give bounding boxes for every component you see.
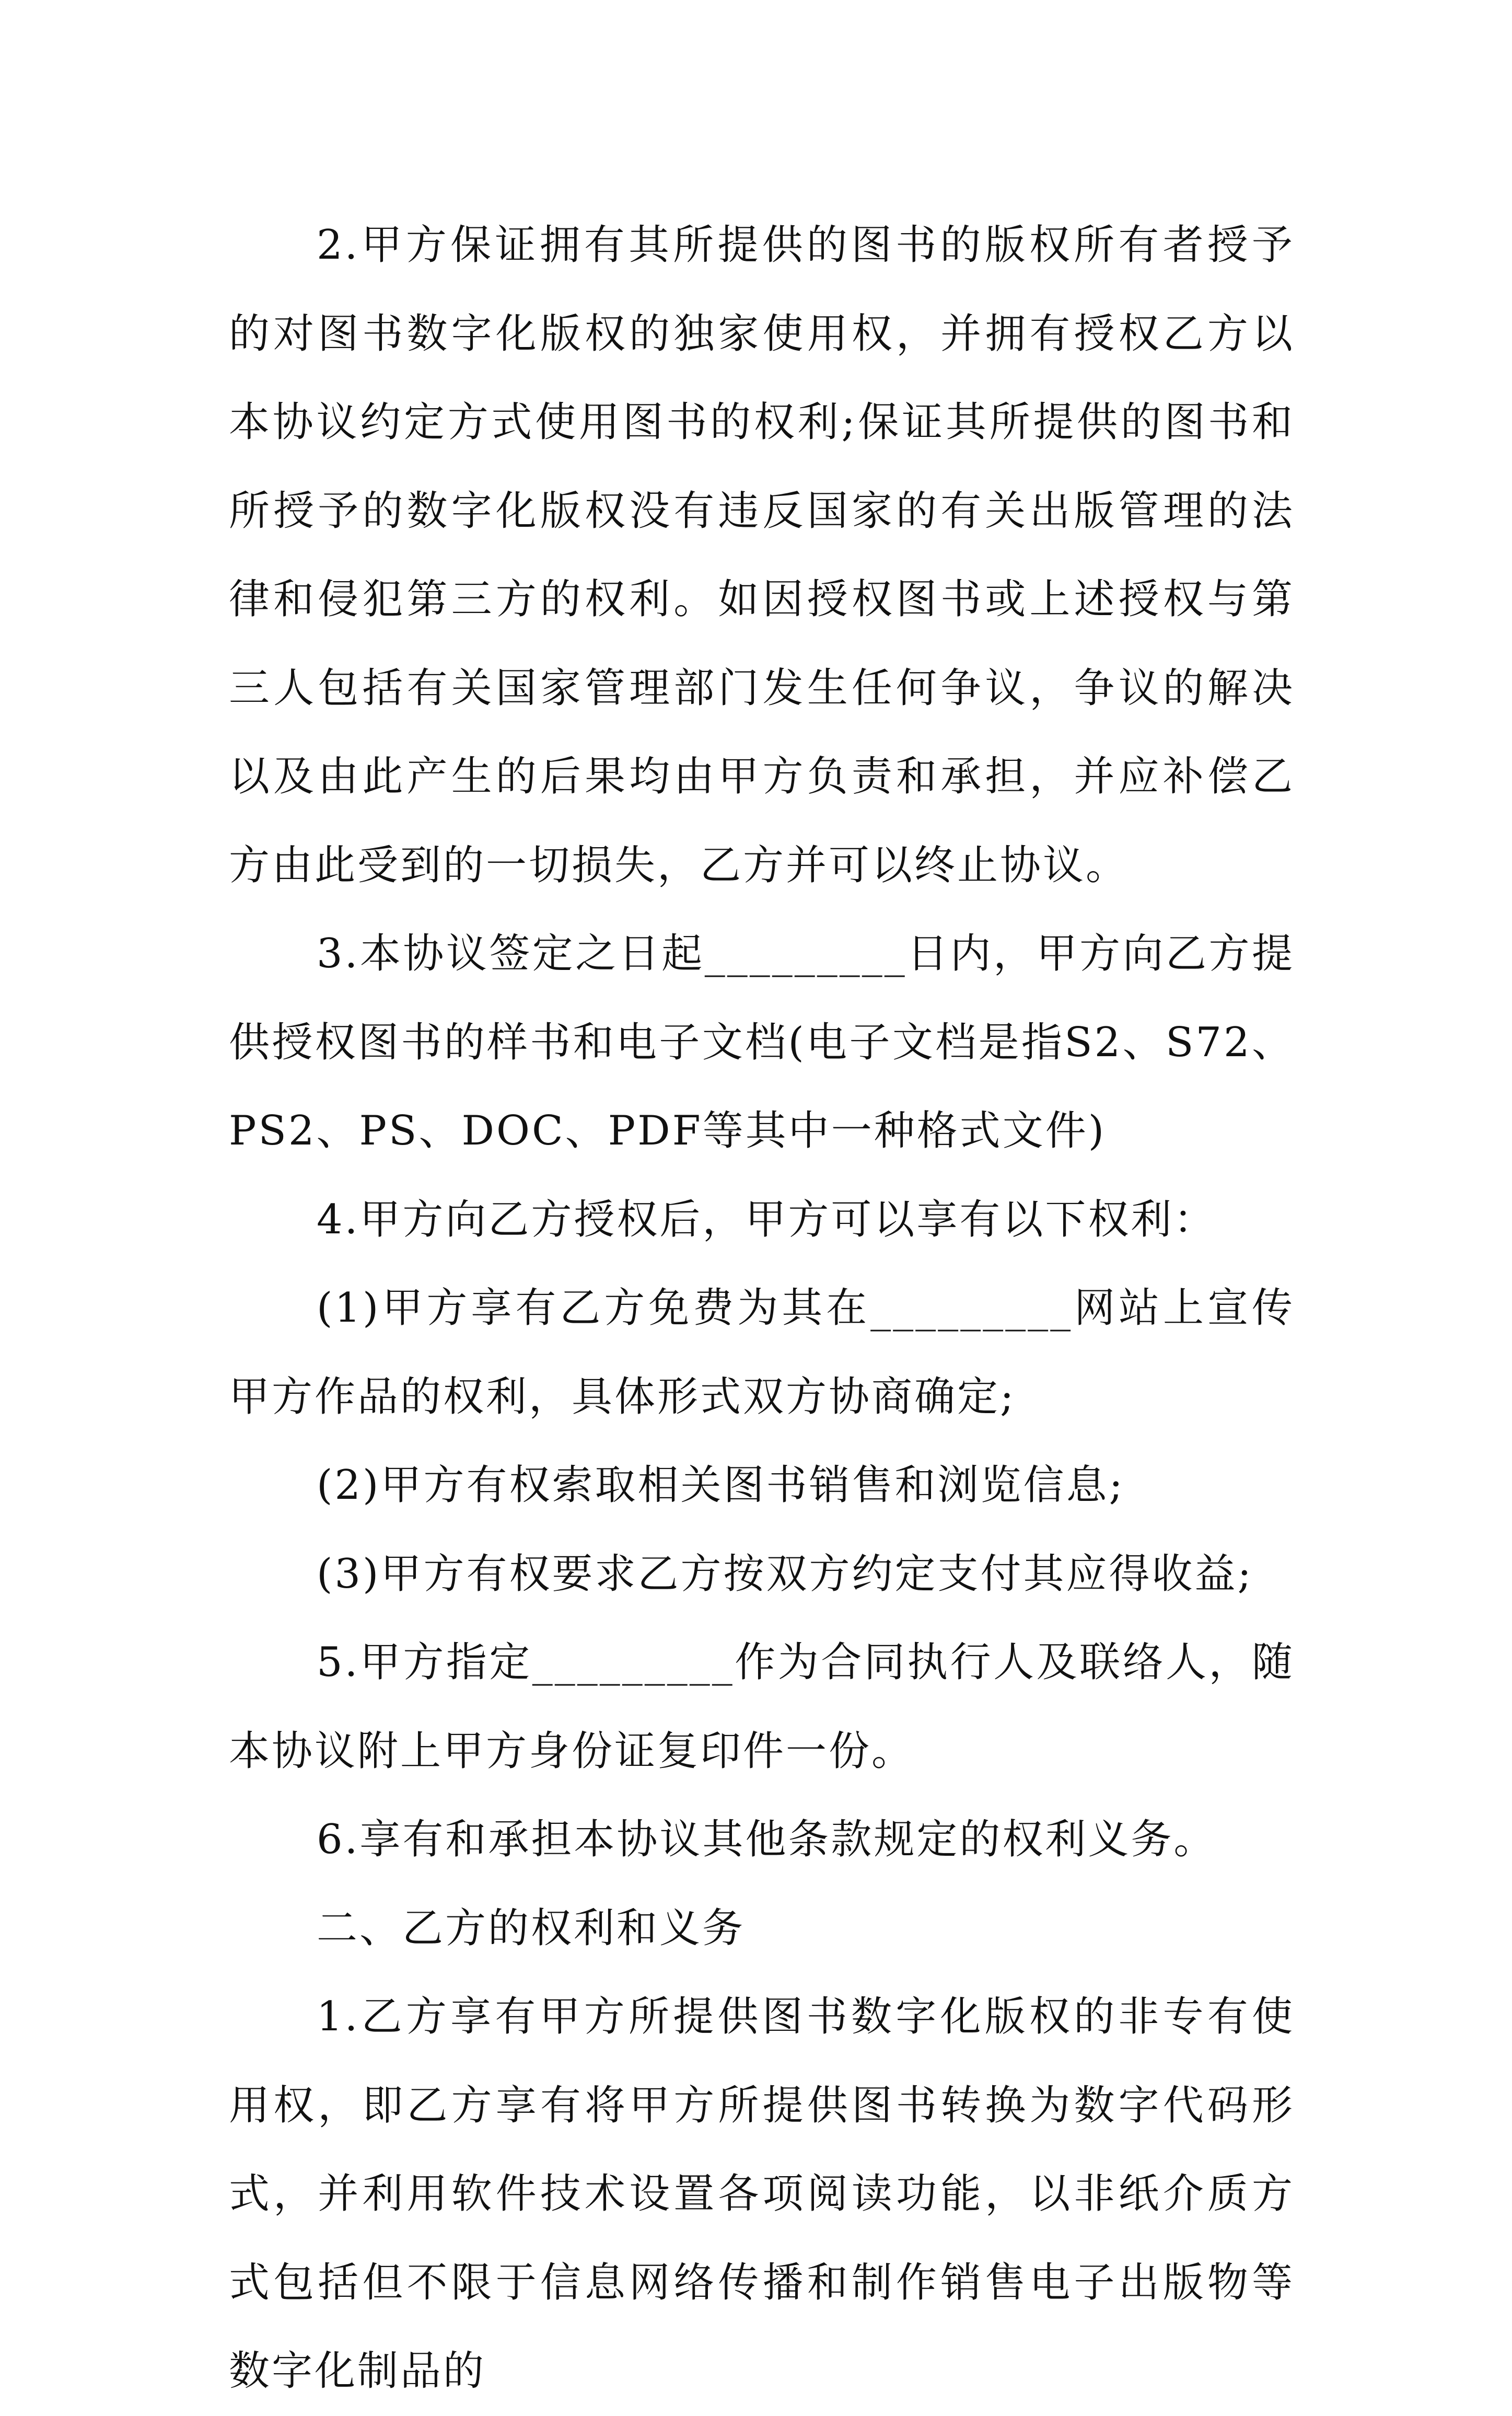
paragraph-clause-a5: 5.甲方指定_________作为合同执行人及联络人，随本协议附上甲方身份证复印件一份。 — [229, 1639, 1295, 1775]
paragraph-clause-a4-1: (1)甲方享有乙方免费为其在_________网站上宣传甲方作品的权利，具体形式双方协商确定; — [229, 1285, 1295, 1420]
paragraph-clause-b1: 1.乙方享有甲方所提供图书数字化版权的非专有使用权，即乙方享有将甲方所提供图书转换为数字代码形式，并利用软件技术设置各项阅读功能，以非纸介质方式包括但不限于信息网络传播和制作销售电子出版物等数字化制品的 — [229, 1993, 1295, 2395]
paragraph-clause-a4: 4.甲方向乙方授权后，甲方可以享有以下权利： — [317, 1196, 1217, 1243]
paragraph-clause-a4-2: (2)甲方有权索取相关图书销售和浏览信息; — [317, 1462, 1125, 1509]
paragraph-clause-a2: 2.甲方保证拥有其所提供的图书的版权所有者授予的对图书数字化版权的独家使用权，并拥有授权乙方以本协议约定方式使用图书的权利;保证其所提供的图书和所授予的数字化版权没有违反国家的有关出版管理的法律和侵犯第三方的权利。如因授权图书或上述授权与第三人包括有关国家管理部门发生任何争议，争议的解决以及由此产生的后果均由甲方负责和承担，并应补偿乙方由此受到的一切损失，乙方并可以终止协议。 — [229, 222, 1295, 889]
section-heading-party-b: 二、乙方的权利和义务 — [317, 1904, 746, 1952]
paragraph-clause-a3: 3.本协议签定之日起_________日内，甲方向乙方提供授权图书的样书和电子文档(电子文档是指S2、S72、PS2、PS、DOC、PDF等其中一种格式文件) — [229, 930, 1295, 1154]
paragraph-clause-a4-3: (3)甲方有权要求乙方按双方约定支付其应得收益; — [317, 1550, 1253, 1598]
paragraph-clause-a6: 6.享有和承担本协议其他条款规定的权利义务。 — [317, 1816, 1217, 1863]
document-body — [229, 201, 1295, 2416]
